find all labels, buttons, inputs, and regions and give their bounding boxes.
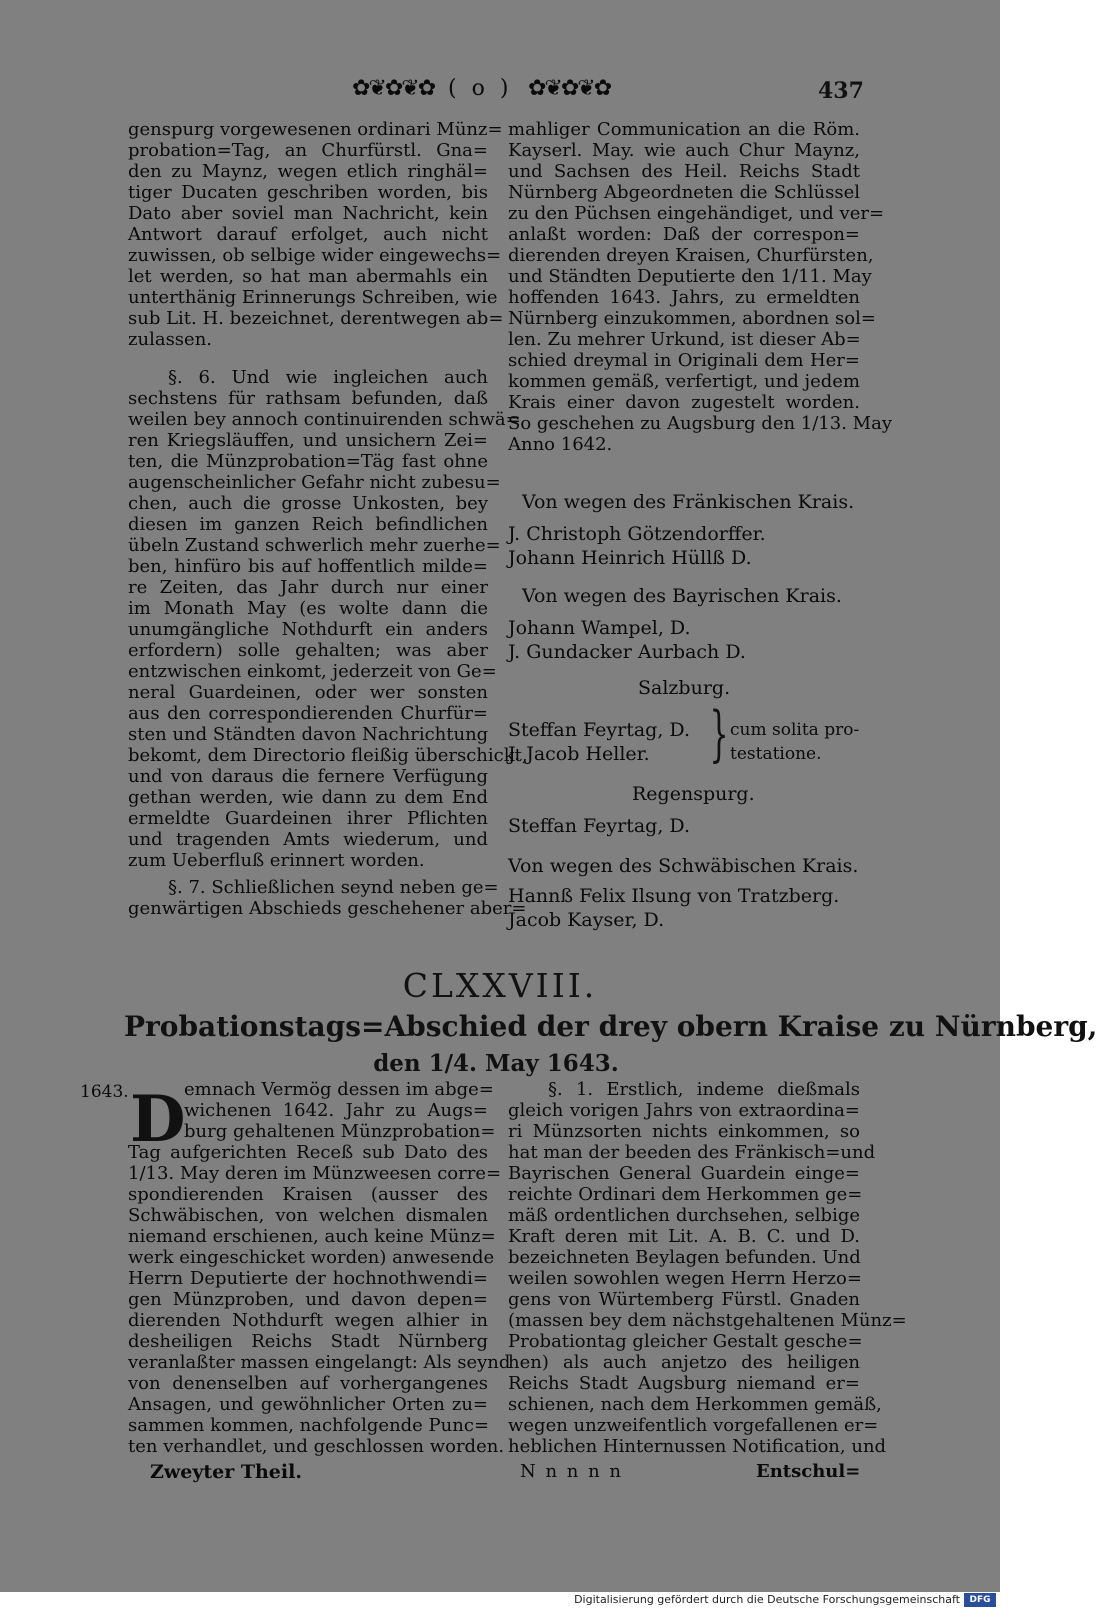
text-line: spondierenden Kraisen (ausser des <box>128 1184 488 1205</box>
text-line: Herrn Deputierte der hochnothwendi= <box>128 1268 488 1289</box>
text-line: Bayrischen General Guardein einge= <box>508 1163 860 1184</box>
ornament-right: ✿❦✿❦✿ <box>528 76 611 101</box>
text-line: zulassen. <box>128 329 213 350</box>
text-line: re Zeiten, das Jahr durch nur einer <box>128 577 488 598</box>
page-header <box>0 74 1000 110</box>
section-date: den 1/4. May 1643. <box>373 1050 619 1077</box>
text-line: sechstens für rathsam befunden, daß <box>128 388 488 409</box>
text-line: gethan werden, wie dann zu dem End <box>128 787 488 808</box>
text-line: Reichs Stadt Augsburg niemand er= <box>508 1373 860 1394</box>
text-line: desheiligen Reichs Stadt Nürnberg <box>128 1331 488 1352</box>
signature-name: Steffan Feyrtag, D. <box>508 719 691 741</box>
text-line: Schwäbischen, von welchen dismalen <box>128 1205 488 1226</box>
paragraph-first-line: §. 7. Schließlichen seynd neben ge= <box>168 877 499 898</box>
text-line: hen) als auch anjetzo des heiligen <box>508 1352 860 1373</box>
text-line: hoffenden 1643. Jahrs, zu ermeldten <box>508 287 860 308</box>
text-line: zum Ueberfluß erinnert worden. <box>128 850 425 871</box>
text-line: probation=Tag, an Churfürstl. Gna= <box>128 140 488 161</box>
text-line: zuwissen, ob selbige wider eingewechs= <box>128 245 502 266</box>
text-line: Antwort darauf erfolget, auch nicht <box>128 224 488 245</box>
text-line: von denenselben auf vorhergangenes <box>128 1373 488 1394</box>
paragraph-first-line: §. 1. Erstlich, indeme dießmals <box>548 1079 860 1100</box>
margin-year: 1643. <box>80 1082 129 1102</box>
text-line: ren Kriegsläuffen, und unsichern Zei= <box>128 430 488 451</box>
text-line: genspurg vorgewesenen ordinari Münz= <box>128 119 503 140</box>
signature-heading: Regenspurg. <box>632 783 755 805</box>
protest-note: cum solita pro- <box>730 720 860 740</box>
signature-name: Johann Heinrich Hüllß D. <box>508 547 752 569</box>
drop-cap: D <box>130 1082 186 1157</box>
signature-heading: Von wegen des Schwäbischen Krais. <box>508 855 859 877</box>
text-line: genwärtigen Abschieds geschehener aber= <box>128 898 527 919</box>
text-line: entzwischen einkomt, jederzeit von Ge= <box>128 661 497 682</box>
text-line: gens von Würtemberg Fürstl. Gnaden <box>508 1289 860 1310</box>
text-line: und tragenden Amts wiederum, und <box>128 829 488 850</box>
text-line: anlaßt worden: Daß der correspon= <box>508 224 860 245</box>
text-line: dierenden dreyen Kraisen, Churfürsten, <box>508 245 874 266</box>
text-line: Nürnberg Abgeordneten die Schlüssel <box>508 182 860 203</box>
signature-name: Hannß Felix Ilsung von Tratzberg. <box>508 885 840 907</box>
signature-name: Jacob Kayser, D. <box>508 909 665 931</box>
text-line: chen, auch die grosse Unkosten, bey <box>128 493 488 514</box>
text-line: wichenen 1642. Jahr zu Augs= <box>184 1100 488 1121</box>
text-line: weilen bey annoch continuirenden schwä= <box>128 409 521 430</box>
text-line: ermeldte Guardeinen ihrer Pflichten <box>128 808 488 829</box>
text-line: ri Münzsorten nichts einkommen, so <box>508 1121 860 1142</box>
text-line: unterthänig Erinnerungs Schreiben, wie <box>128 287 498 308</box>
text-line: schied dreymal in Originali dem Her= <box>508 350 860 371</box>
text-line: Probationtag gleicher Gestalt gesche= <box>508 1331 863 1352</box>
funding-note: Digitalisierung gefördert durch die Deutsche Forschungsgemeinschaft <box>574 1593 960 1606</box>
text-line: bekomt, dem Directorio fleißig überschickt, <box>128 745 528 766</box>
header-center: ( o ) <box>448 76 513 101</box>
text-line: Kayserl. May. wie auch Chur Maynz, <box>508 140 860 161</box>
text-line: unumgängliche Nothdurft ein anders <box>128 619 488 640</box>
text-line: ben, hinfüro bis auf hoffentlich milde= <box>128 556 488 577</box>
catchword: Entschul= <box>756 1461 861 1482</box>
signature-heading: Von wegen des Bayrischen Krais. <box>522 585 842 607</box>
text-line: schienen, nach dem Herkommen gemäß, <box>508 1394 882 1415</box>
text-line: (massen bey dem nächstgehaltenen Münz= <box>508 1310 907 1331</box>
text-line: hat man der beeden des Fränkisch=und <box>508 1142 876 1163</box>
text-line: Tag aufgerichten Receß sub Dato des <box>128 1142 488 1163</box>
text-line: erfordern) solle gehalten; was aber <box>128 640 488 661</box>
text-line: dierenden Nothdurft wegen alhier in <box>128 1310 488 1331</box>
text-line: Krais einer davon zugestelt worden. <box>508 392 860 413</box>
text-line: heblichen Hinternussen Notification, und <box>508 1436 887 1457</box>
protest-note: testatione. <box>730 744 822 764</box>
text-line: zu den Püchsen eingehändiget, und ver= <box>508 203 885 224</box>
text-line: niemand erschienen, auch keine Münz= <box>128 1226 496 1247</box>
text-line: So geschehen zu Augsburg den 1/13. May <box>508 413 892 434</box>
text-line: und Ständten Deputierte den 1/11. May <box>508 266 872 287</box>
text-line: len. Zu mehrer Urkund, ist dieser Ab= <box>508 329 861 350</box>
text-line: und Sachsen des Heil. Reichs Stadt <box>508 161 860 182</box>
signature-mark: N n n n n <box>520 1461 624 1482</box>
text-line: ten verhandlet, und geschlossen worden. <box>128 1436 505 1457</box>
text-line: wegen unzweifentlich vorgefallenen er= <box>508 1415 879 1436</box>
signature-name: J. Christoph Götzendorffer. <box>508 523 766 545</box>
text-line: Kraft deren mit Lit. A. B. C. und D. <box>508 1226 860 1247</box>
text-line: gleich vorigen Jahrs von extraordina= <box>508 1100 860 1121</box>
signature-name: Johann Wampel, D. <box>508 617 691 639</box>
paragraph-first-line: §. 6. Und wie ingleichen auch <box>168 367 488 388</box>
text-line: sten und Ständten davon Nachrichtung <box>128 724 489 745</box>
text-line: reichte Ordinari dem Herkommen ge= <box>508 1184 863 1205</box>
volume-label: Zweyter Theil. <box>150 1461 302 1483</box>
text-line: burg gehaltenen Münzprobation= <box>184 1121 496 1142</box>
text-line: mäß ordentlichen durchsehen, selbige <box>508 1205 860 1226</box>
ornament-left: ✿❦✿❦✿ <box>352 76 435 101</box>
text-line: im Monath May (es wolte dann die <box>128 598 488 619</box>
text-line: Dato aber soviel man Nachricht, kein <box>128 203 488 224</box>
text-line: kommen gemäß, verfertigt, und jedem <box>508 371 860 392</box>
text-line: bezeichneten Beylagen befunden. Und <box>508 1247 861 1268</box>
text-line: übeln Zustand schwerlich mehr zuerhe= <box>128 535 501 556</box>
text-line: sammen kommen, nachfolgende Punc= <box>128 1415 490 1436</box>
section-title: Probationstags=Abschied der drey obern Kraise zu Nürnberg, <box>124 1010 1097 1043</box>
dfg-logo: DFG <box>964 1593 996 1607</box>
digitization-footer <box>0 1592 1000 1609</box>
text-line: Anno 1642. <box>508 434 613 455</box>
brace-mark: } <box>709 699 729 769</box>
signature-heading: Salzburg. <box>638 677 731 699</box>
signature-name: J. Jacob Heller. <box>508 743 650 765</box>
text-line: let werden, so hat man abermahls ein <box>128 266 488 287</box>
text-line: Ansagen, und gewöhnlicher Orten zu= <box>128 1394 488 1415</box>
text-line: werk eingeschicket worden) anwesende <box>128 1247 495 1268</box>
text-line: ten, die Münzprobation=Täg fast ohne <box>128 451 488 472</box>
text-line: diesen im ganzen Reich befindlichen <box>128 514 488 535</box>
text-line: emnach Vermög dessen im abge= <box>184 1079 494 1100</box>
text-line: Nürnberg einzukommen, abordnen sol= <box>508 308 876 329</box>
page-number: 437 <box>818 78 864 104</box>
signature-name: J. Gundacker Aurbach D. <box>508 641 746 663</box>
text-line: neral Guardeinen, oder wer sonsten <box>128 682 488 703</box>
text-line: gen Münzproben, und davon depen= <box>128 1289 488 1310</box>
text-line: den zu Maynz, wegen etlich ringhäl= <box>128 161 488 182</box>
text-line: aus den correspondierenden Churfür= <box>128 703 488 724</box>
text-line: und von daraus die fernere Verfügung <box>128 766 488 787</box>
text-line: weilen sowohlen wegen Herrn Herzo= <box>508 1268 862 1289</box>
section-number: CLXXVIII. <box>402 966 598 1005</box>
text-line: 1/13. May deren im Münzweesen corre= <box>128 1163 502 1184</box>
text-line: mahliger Communication an die Röm. <box>508 119 860 140</box>
text-line: veranlaßter massen eingelangt: Als seynd <box>128 1352 511 1373</box>
signature-name: Steffan Feyrtag, D. <box>508 815 691 837</box>
text-line: tiger Ducaten geschriben worden, bis <box>128 182 488 203</box>
text-line: sub Lit. H. bezeichnet, derentwegen ab= <box>128 308 504 329</box>
signature-heading: Von wegen des Fränkischen Krais. <box>522 491 855 513</box>
text-line: augenscheinlicher Gefahr nicht zubesu= <box>128 472 501 493</box>
